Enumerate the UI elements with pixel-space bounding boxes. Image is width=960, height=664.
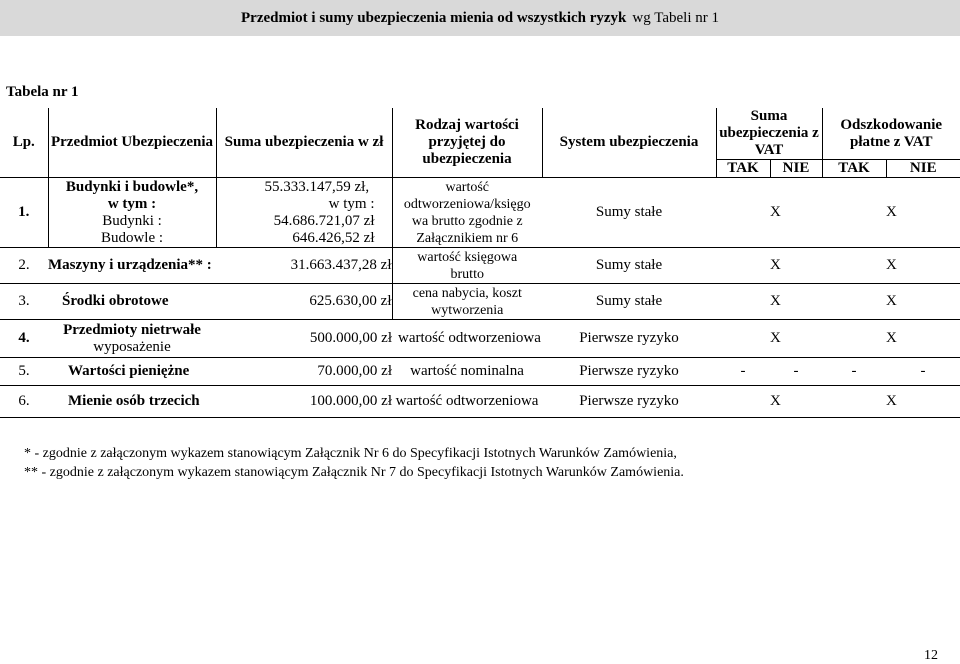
row-system: Sumy stałe [542,248,716,284]
col-tak-2: TAK [822,160,886,178]
mark-nie-1: X [770,284,822,320]
footnote: ** - zgodnie z załączonym wykazem stanowiącym Załącznik Nr 7 do Specyfikacji Istotnych Warunków Zamówienia. [24,465,684,480]
row-system: Sumy stałe [542,178,716,248]
insurance-table [0,108,960,418]
subject-line: Budowle : [100,229,164,246]
value-line: wartość księgowa [417,249,518,265]
footnote: * - zgodnie z załączonym wykazem stanowiącym Załącznik Nr 6 do Specyfikacji Istotnych Warunków Zamówienia, [24,446,677,461]
mark-tak-2 [822,320,886,358]
value-line: cena nabycia, koszt [412,285,522,301]
mark-tak-1 [716,178,770,248]
value-line: wa brutto zgodnie z [411,213,523,229]
mark-tak-2 [822,386,886,418]
row-sum [216,178,392,248]
row-lp: 4. [0,320,48,358]
header-subtitle: wg Tabeli nr 1 [632,9,719,26]
row-subject: Mienie osób trzecich [48,386,216,418]
mark-nie-1: X [770,248,822,284]
row-subject-sum [48,248,392,284]
sum-line: 646.426,52 zł [292,229,375,246]
mark-nie-2: X [886,248,960,284]
sum-line: w tym : [328,195,375,212]
row-subject [48,320,216,358]
table-name: Tabela nr 1 [6,84,79,100]
col-lp: Lp. [12,134,35,150]
footnotes [24,444,684,482]
row-value-type [392,284,542,320]
row-lp: 6. [0,386,48,418]
row-subject: Wartości pieniężne [48,358,216,386]
table-row [0,284,960,320]
mark-tak-2 [822,178,886,248]
mark-tak-2 [822,284,886,320]
row-subject-sum [48,284,392,320]
mark-nie-2: X [886,386,960,418]
row-lp: 3. [0,284,48,320]
col-nie-1: NIE [770,160,822,178]
col-tak-1: TAK [716,160,770,178]
row-subject [48,178,216,248]
row-subject: Środki obrotowe [62,293,169,309]
row-value-type [392,178,542,248]
mark-nie-2: X [886,178,960,248]
mark-nie-2: - [886,358,960,386]
value-line: wytworzenia [431,302,504,318]
mark-tak-1 [716,284,770,320]
mark-nie-2: X [886,320,960,358]
table-row [0,178,960,248]
subject-line: Budynki i budowle*, [65,178,199,195]
row-system: Pierwsze ryzyko [542,386,716,418]
row-sum: 31.663.437,28 zł [290,257,392,273]
table-row [0,386,960,418]
row-lp: 1. [0,178,48,248]
row-sum: 625.630,00 zł [309,293,392,309]
row-subject: Maszyny i urządzenia** : [48,257,212,273]
subject-line: wyposażenie [93,338,171,355]
row-system: Pierwsze ryzyko [542,358,716,386]
mark-nie-1: X [770,386,822,418]
table-row [0,320,960,358]
mark-tak-2: - [822,358,886,386]
row-sum: 100.000,00 zł [216,386,392,418]
col-nie-2: NIE [886,160,960,178]
mark-nie-1: X [770,320,822,358]
row-system: Sumy stałe [542,284,716,320]
mark-tak-1 [716,320,770,358]
value-line: wartość [445,179,490,195]
col-comp-vat: Odszkodowanie płatne z VAT [822,108,960,160]
table-header-row [0,108,960,160]
sum-line: 55.333.147,59 zł, [264,178,370,195]
mark-nie-1: X [770,178,822,248]
value-line: Załącznikiem nr 6 [416,230,519,246]
row-value-type [392,248,542,284]
table-row [0,358,960,386]
row-system: Pierwsze ryzyko [542,320,716,358]
col-subject: Przedmiot Ubezpieczenia [48,108,216,178]
subject-line: Budynki : [102,212,162,229]
row-value-type: wartość odtworzeniowa [392,320,542,358]
sum-line: 54.686.721,07 zł [273,212,375,229]
header-title: Przedmiot i sumy ubezpieczenia mienia od wszystkich ryzyk [241,9,627,26]
row-lp: 5. [0,358,48,386]
row-lp: 2. [0,248,48,284]
mark-tak-2 [822,248,886,284]
col-system: System ubezpieczenia [542,108,716,178]
value-line: odtworzeniowa/księgo [403,196,531,212]
col-value-type: Rodzaj wartości przyjętej do ubezpieczenia [392,108,542,178]
mark-tak-1 [716,386,770,418]
row-sum: 70.000,00 zł [216,358,392,386]
row-sum: 500.000,00 zł [216,320,392,358]
value-line: brutto [450,266,484,282]
mark-nie-1: - [770,358,822,386]
page-number: 12 [924,648,938,663]
col-sum: Suma ubezpieczenia w zł [216,108,392,178]
mark-tak-1 [716,248,770,284]
row-value-type: wartość odtworzeniowa [392,386,542,418]
page-header [0,0,960,36]
mark-nie-2: X [886,284,960,320]
table-row [0,248,960,284]
col-sum-vat: Suma ubezpieczenia z VAT [716,108,822,160]
mark-tak-1: - [716,358,770,386]
subject-line: w tym : [107,195,157,212]
subject-line: Przedmioty nietrwałe [63,321,201,338]
row-value-type: wartość nominalna [392,358,542,386]
